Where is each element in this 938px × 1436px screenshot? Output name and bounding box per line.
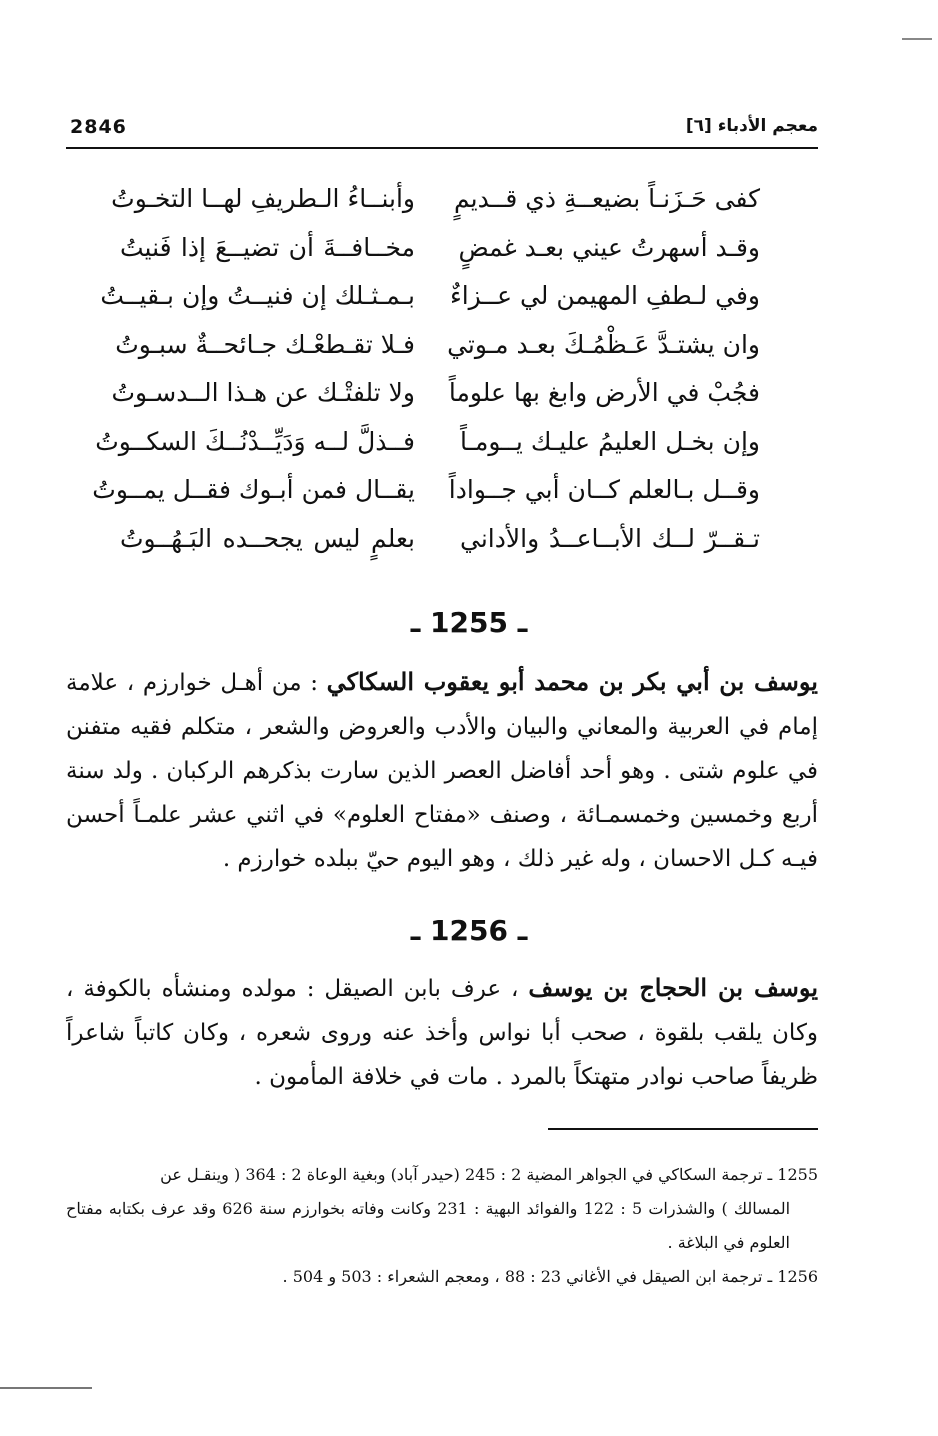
- hemistich-second: ولا تلفتْـك عن هـذا الــدسـوتُ: [111, 378, 415, 407]
- entry-text: : من أهـل خوارزم ، علامة إمام في العربية والمعاني والبيان والأدب والعروض والشعر ، متكلم فقيه متفنن في علوم شتى . وهو أحد أفاضل العصر الذين سارت بذكرهم الركبان . ولد سنة أربع وخمسين وخمسمـائة ، وصنف «مفتاح العلوم» في اثني عشر علمـاً أحسن فيـه كـل الاحسان ، وله غير ذلك ، وهو اليوم حيّ ببلده خوارزم .: [66, 670, 818, 872]
- hemistich-second: بـمـثـلك إن فنيــتُ وإن بـقيــتُ: [100, 281, 415, 310]
- hemistich-second: يقــال فمن أبـوك فقــل يمــوتُ: [92, 475, 415, 504]
- hemistich-first: وان يشتـدَّ عَـظْمُـكَ بعـد مـوتي: [447, 329, 760, 359]
- verse-3: [100, 275, 770, 324]
- verse-1: [110, 178, 770, 227]
- hemistich-second: فــذلَّ لــه وَدَيِّــدْنُــكَ السكــوتُ: [95, 426, 415, 456]
- poem: [92, 178, 770, 566]
- entry-1255: [66, 660, 818, 881]
- hemistich-first: وإن بخـل العليمُ عليـك يــومـاً: [460, 426, 760, 456]
- footnotes: [66, 1158, 818, 1294]
- verse-6: [95, 421, 770, 470]
- hemistich-first: وفي لـطفِ المهيمن لي عــزاءٌ: [449, 281, 760, 310]
- hemistich-second: فـلا تقـطعْـك جـائحــةٌ سبـوتُ: [115, 329, 415, 359]
- entry-name: يوسف بن الحجاج بن يوسف: [528, 973, 818, 1002]
- verse-5: [110, 372, 770, 421]
- footnote-1256: [66, 1260, 818, 1294]
- entry-number-1256: ـ 1256 ـ: [410, 914, 528, 947]
- footnote-rule: [548, 1128, 818, 1130]
- footnote-1255: [66, 1158, 818, 1260]
- hemistich-second: وأبنــاءُ الـطريفِ لهــا التخـوتُ: [111, 184, 415, 213]
- entry-name: يوسف بن أبي بكر بن محمد أبو يعقوب السكاكي: [326, 667, 818, 696]
- entry-1256: [66, 966, 818, 1099]
- running-title: معجم الأدباء [٦]: [685, 116, 818, 136]
- scan-edge-mark: [902, 38, 932, 40]
- footnote-line: 1255 ـ ترجمة السكاكي في الجواهر المضية 2 : 245 (حيدر آباد) وبغية الوعاة 2 : 364 ( وينقـل عن: [160, 1165, 818, 1184]
- page-header: [66, 114, 818, 150]
- scan-edge-mark: [0, 1387, 92, 1389]
- verse-8: [110, 518, 770, 567]
- footnote-line: 1256 ـ ترجمة ابن الصيقل في الأغاني 23 : 88 ، ومعجم الشعراء : 503 و 504 .: [282, 1267, 818, 1286]
- footnote-continuation: المسالك ) والشذرات 5 : 122 والفوائد البهية : 231 وكانت وفاته بخوارزم سنة 626 وقد عرف بكتابه مفتاح العلوم في البلاغة .: [66, 1199, 791, 1252]
- hemistich-first: تـقــرّ لــك الأبــاعــدُ والأداني: [460, 523, 760, 553]
- verse-7: [92, 469, 770, 518]
- hemistich-first: كفى حَـزَنـاً بضيعــةِ ذي قــديمٍ: [454, 184, 760, 213]
- hemistich-first: وقــل بـالعلم كــان أبي جــواداً: [448, 475, 760, 504]
- entry-text: ، عرف بابن الصيقل : مولده ومنشأه بالكوفة ، وكان يلقب بلقوة ، صحب أبا نواس وأخذ عنه وروى شعره ، وكان كاتباً شاعراً ظريفاً صاحب نوادر متهتكاً بالمرد . مات في خلافة المأمون .: [66, 976, 818, 1090]
- hemistich-second: بعلمٍ ليس يجحــده البَـهُــوتُ: [120, 523, 415, 553]
- page-number: 2846: [70, 116, 127, 138]
- hemistich-first: فجُبْ في الأرض وابغ بها علوماً: [448, 378, 760, 407]
- hemistich-second: مخــافــةَ أن تضيــعَ إذا فَنيتُ: [120, 232, 415, 262]
- entry-number-1255: ـ 1255 ـ: [410, 606, 528, 639]
- hemistich-first: وقـد أسهرتُ عيني بعـد غمضٍ: [458, 232, 760, 262]
- verse-4: [110, 324, 770, 373]
- header-rule: [66, 147, 818, 149]
- verse-2: [110, 227, 770, 276]
